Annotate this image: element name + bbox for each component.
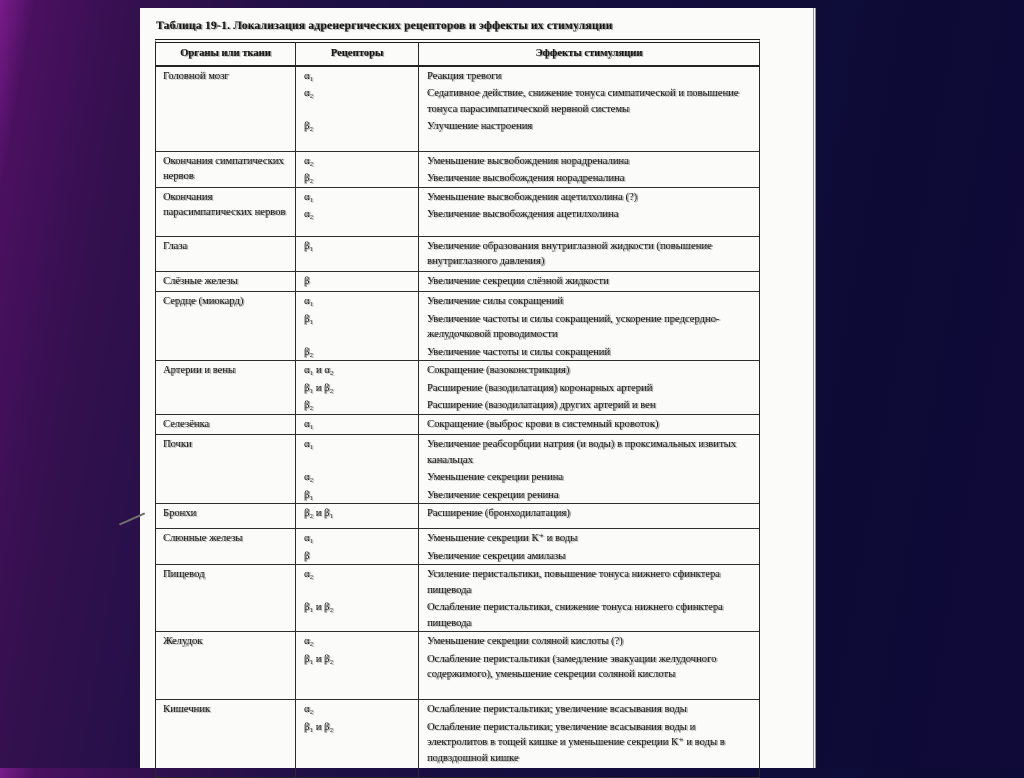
effect-cell: Увеличение образования внутриглазной жидкости (повышение внутриглазного давления): [427, 240, 712, 267]
entries: [296, 292, 759, 360]
organ-cell: Сердце (миокард): [156, 292, 296, 360]
receptor-effect-entry: [296, 504, 759, 528]
table-title: Таблица 19-1. Локализация адренергических рецепторов и эффекты их стимуляции: [156, 19, 613, 32]
effect-cell: Седативное действие, снижение тонуса симпатической и повышение тонуса парасимпатической нервной системы: [427, 88, 739, 115]
organ-cell: Окончания парасимпатических нервов: [156, 188, 296, 236]
table-header-row: [156, 43, 759, 67]
organ-cell: Бронхи: [156, 504, 296, 528]
receptor-cell: β: [296, 272, 419, 292]
effect-cell: Увеличение частоты и силы сокращений, ускорение предсердно-желудочковой проводимости: [427, 313, 720, 340]
effect-cell: Улучшение настроения: [427, 121, 533, 132]
receptor-cell: α₁: [296, 67, 419, 85]
receptor-effect-entry: [296, 415, 759, 435]
receptor-effect-entry: [296, 292, 759, 310]
receptor-cell: α₂: [296, 565, 419, 598]
table-row: [156, 434, 759, 503]
effect-cell: Уменьшение высвобождения ацетилхолина (?): [427, 191, 638, 203]
entries: [296, 237, 759, 271]
receptor-cell: β₂: [296, 396, 419, 414]
receptor-effect-entry: [296, 272, 759, 292]
effect-cell: Увеличение высвобождения ацетилхолина: [427, 209, 619, 220]
organ-cell: Слёзные железы: [156, 272, 296, 292]
effect-cell: Ослабление перистальтики, снижение тонуса нижнего сфинктера пищевода: [427, 602, 723, 629]
organ-cell: Желудок: [156, 632, 296, 699]
effect-cell: Уменьшение секреции соляной кислоты (?): [427, 636, 623, 647]
receptor-cell: α₁: [296, 188, 419, 206]
entries: [296, 700, 759, 777]
organ-cell: Слюнные железы: [156, 529, 296, 564]
effect-cell: Уменьшение секреции К⁺ и воды: [427, 533, 578, 544]
receptor-effect-entry: [296, 361, 759, 379]
receptor-effect-entry: [296, 188, 759, 206]
receptor-effect-entry: [296, 205, 759, 236]
effect-cell: Усиление перистальтики, повышение тонуса нижнего сфинктера пищевода: [427, 569, 720, 596]
receptor-cell: β₁: [296, 237, 419, 271]
receptor-cell: α₂: [296, 205, 419, 236]
entries: [296, 435, 759, 503]
entries: [296, 632, 759, 699]
effect-cell: Увеличение силы сокращений: [427, 296, 564, 307]
effect-cell: Реакция тревоги: [427, 70, 502, 82]
receptor-cell: α₁: [296, 292, 419, 310]
effect-cell: Расширение (вазодилатация) других артерий и вен: [427, 400, 656, 411]
table-row: [156, 564, 759, 631]
receptor-effect-entry: [296, 598, 759, 631]
effect-cell: Уменьшение секреции ренина: [427, 472, 564, 483]
receptor-cell: β₁ и β₂: [296, 598, 419, 631]
table-row: [156, 503, 759, 528]
effect-cell: Увеличение секреции ренина: [427, 489, 559, 501]
receptor-cell: β₁ и β₂: [296, 379, 419, 397]
organ-cell: Почки: [156, 435, 296, 503]
receptor-cell: α₂: [296, 152, 419, 170]
receptor-cell: α₁: [296, 529, 419, 547]
effect-cell: Увеличение частоты и силы сокращений: [427, 346, 611, 358]
receptor-effect-entry: [296, 547, 759, 565]
table-row: [156, 67, 759, 151]
effect-cell: Ослабление перистальтики; увеличение всасывания воды: [427, 704, 687, 715]
slide: [140, 8, 816, 768]
receptor-effect-entry: [296, 343, 759, 361]
receptor-cell: α₂: [296, 84, 419, 117]
receptor-cell: β₂: [296, 169, 419, 187]
effect-cell: Расширение (вазодилатация) коронарных артерий: [427, 382, 653, 394]
receptor-effect-entry: [296, 310, 759, 343]
table-row: [156, 271, 759, 292]
receptor-effect-entry: [296, 152, 759, 170]
entries: [296, 565, 759, 631]
table-row: [156, 699, 759, 777]
receptor-effect-entry: [296, 718, 759, 778]
table-row: [156, 631, 759, 699]
receptor-effect-entry: [296, 396, 759, 414]
table-row: [156, 414, 759, 435]
entries: [296, 188, 759, 236]
effect-cell: Увеличение высвобождения норадреналина: [427, 173, 625, 184]
receptor-cell: α₂: [296, 632, 419, 650]
table-row: [156, 291, 759, 360]
receptor-effect-entry: [296, 67, 759, 85]
receptor-effect-entry: [296, 117, 759, 151]
receptor-effect-entry: [296, 565, 759, 598]
organ-cell: Глаза: [156, 237, 296, 271]
receptor-cell: α₁: [296, 435, 419, 468]
effect-cell: Ослабление перистальтики; увеличение всасывания воды и электролитов в тощей кишке и уменьшение секреции К⁺ и воды в подвздошной кишке: [427, 721, 725, 764]
slide-content: [140, 8, 813, 778]
receptor-cell: β₂: [296, 117, 419, 151]
header-receptors: Рецепторы: [296, 43, 419, 65]
receptor-cell: β₂: [296, 343, 419, 361]
receptor-cell: β₁: [296, 486, 419, 504]
table-row: [156, 187, 759, 236]
entries: [296, 272, 759, 292]
receptor-cell: α₂: [296, 700, 419, 718]
receptor-cell: α₁ и α₂: [296, 361, 419, 379]
organ-cell: Окончания симпатических нервов: [156, 152, 296, 187]
organ-cell: Кишечник: [156, 700, 296, 777]
table-row: [156, 151, 759, 187]
receptor-cell: β₂ и β₁: [296, 504, 419, 528]
receptor-cell: α₁: [296, 415, 419, 435]
effect-cell: Ослабление перистальтики (замедление эвакуации желудочного содержимого), уменьшение секреции соляной кислоты: [427, 653, 717, 680]
entries: [296, 504, 759, 528]
receptor-effect-entry: [296, 650, 759, 700]
effect-cell: Сокращение (выброс крови в системный кровоток): [427, 418, 659, 430]
receptor-effect-entry: [296, 237, 759, 271]
organ-cell: Пищевод: [156, 565, 296, 631]
table-row: [156, 360, 759, 414]
receptor-effect-entry: [296, 700, 759, 718]
adrenergic-receptors-table: [155, 39, 760, 778]
receptor-cell: β: [296, 547, 419, 565]
receptor-effect-entry: [296, 468, 759, 486]
receptor-effect-entry: [296, 632, 759, 650]
table-body: [156, 67, 759, 778]
header-organ: Органы или ткани: [156, 43, 296, 65]
receptor-cell: β₁ и β₂: [296, 650, 419, 700]
effect-cell: Увеличение реабсорбции натрия (и воды) в проксимальных извитых канальцах: [427, 439, 736, 466]
entries: [296, 415, 759, 435]
receptor-cell: β₁: [296, 310, 419, 343]
header-effects: Эффекты стимуляции: [535, 48, 643, 59]
effect-cell: Увеличение секреции слёзной жидкости: [427, 275, 609, 287]
entries: [296, 529, 759, 564]
receptor-cell: α₂: [296, 468, 419, 486]
receptor-effect-entry: [296, 169, 759, 187]
receptor-effect-entry: [296, 486, 759, 504]
table-row: [156, 528, 759, 564]
entries: [296, 361, 759, 414]
organ-cell: Головной мозг: [156, 67, 296, 151]
effect-cell: Увеличение секреции амилазы: [427, 550, 566, 562]
entries: [296, 152, 759, 187]
table-row: [156, 236, 759, 271]
receptor-effect-entry: [296, 435, 759, 468]
organ-cell: Артерии и вены: [156, 361, 296, 414]
effect-cell: Расширение (бронходилатация): [427, 508, 570, 519]
receptor-cell: β₁ и β₂: [296, 718, 419, 778]
receptor-effect-entry: [296, 379, 759, 397]
effect-cell: Уменьшение высвобождения норадреналина: [427, 155, 629, 167]
receptor-effect-entry: [296, 84, 759, 117]
organ-cell: Селезёнка: [156, 415, 296, 435]
receptor-effect-entry: [296, 529, 759, 547]
entries: [296, 67, 759, 151]
effect-cell: Сокращение (вазоконстрикция): [427, 365, 570, 376]
